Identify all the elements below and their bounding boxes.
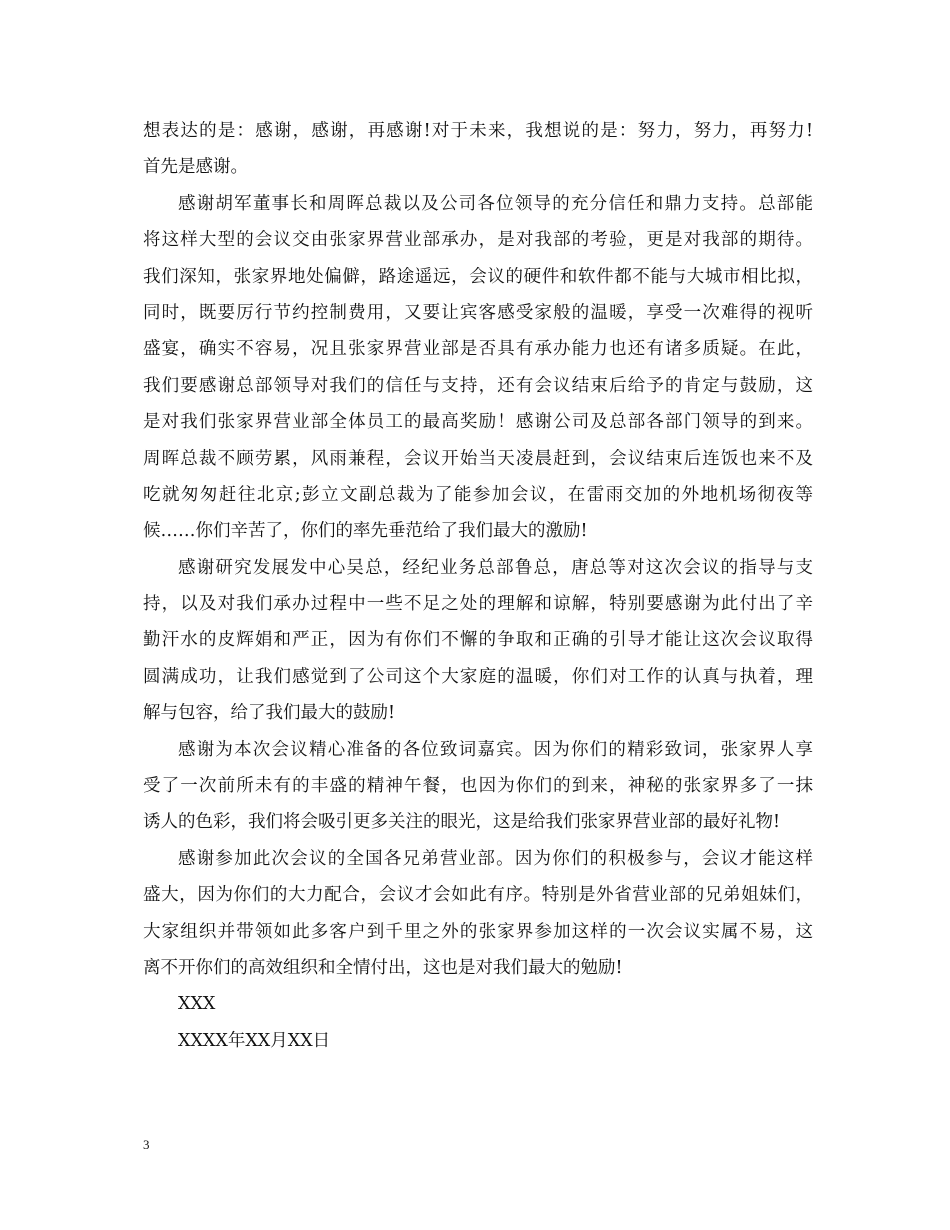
text-line: 吃就匆匆赶往北京;彭立文副总裁为了能参加会议，在雷雨交加的外地机场彻夜等 <box>143 484 813 505</box>
text-line: 盛大，因为你们的大力配合，会议才会如此有序。特别是外省营业部的兄弟姐妹们， <box>143 885 813 906</box>
paragraph-thanks-research-center <box>143 550 813 732</box>
text-line: 我们深知，张家界地处偏僻，路途遥远，会议的硬件和软件都不能与大城市相比拟， <box>143 266 813 287</box>
text-line: 受了一次前所未有的丰盛的精神午餐，也因为你们的到来，神秘的张家界多了一抹 <box>143 776 813 797</box>
paragraph-closing-intro <box>143 113 813 186</box>
text-line: 解与包容，给了我们最大的鼓励! <box>143 703 396 724</box>
text-line: 我们要感谢总部领导对我们的信任与支持，还有会议结束后给予的肯定与鼓励，这 <box>143 375 813 396</box>
text-line: 同时，既要厉行节约控制费用，又要让宾客感受家般的温暖，享受一次难得的视听 <box>143 302 813 323</box>
text-line: 感谢胡军董事长和周晖总裁以及公司各位领导的充分信任和鼎力支持。总部能 <box>178 193 813 214</box>
paragraph-thanks-leadership <box>143 186 813 550</box>
letter-body <box>143 113 813 1059</box>
paragraph-thanks-guests <box>143 732 813 841</box>
text-line: 想表达的是：感谢，感谢，再感谢!对于未来，我想说的是：努力，努力，再努力! <box>143 121 813 141</box>
text-line: 是对我们张家界营业部全体员工的最高奖励！感谢公司及总部各部门领导的到来。 <box>143 412 813 433</box>
paragraph-thanks-branches <box>143 841 813 987</box>
text-line: 大家组织并带领如此多客户到千里之外的张家界参加这样的一次会议实属不易，这 <box>143 921 813 942</box>
text-line: 离不开你们的高效组织和全情付出，这也是对我们最大的勉励! <box>143 957 623 978</box>
text-line: 盛宴，确实不容易，况且张家界营业部是否具有承办能力也还有诸多质疑。在此， <box>143 339 813 360</box>
text-line: 将这样大型的会议交由张家界营业部承办，是对我部的考验，更是对我部的期待。 <box>143 230 813 251</box>
text-line: 周晖总裁不顾劳累，风雨兼程，会议开始当天凌晨赶到，会议结束后连饭也来不及 <box>143 448 813 469</box>
text-line: 圆满成功，让我们感觉到了公司这个大家庭的温暖，你们对工作的认真与执着，理 <box>143 666 813 687</box>
signature-date: XXXX年XX月XX日 <box>178 1030 331 1051</box>
text-line: 感谢为本次会议精心准备的各位致词嘉宾。因为你们的精彩致词，张家界人享 <box>178 739 813 760</box>
text-line: 勤汗水的皮辉娟和严正，因为有你们不懈的争取和正确的引导才能让这次会议取得 <box>143 630 813 651</box>
text-line: 诱人的色彩，我们将会吸引更多关注的眼光，这是给我们张家界营业部的最好礼物! <box>143 812 781 833</box>
text-line: 首先是感谢。 <box>143 157 248 178</box>
page-number: 3 <box>143 1137 150 1152</box>
text-line: 感谢参加此次会议的全国各兄弟营业部。因为你们的积极参与，会议才能这样 <box>178 848 813 869</box>
text-line: 感谢研究发展发中心吴总，经纪业务总部鲁总，唐总等对这次会议的指导与支 <box>178 557 813 578</box>
text-line: 候……你们辛苦了，你们的率先垂范给了我们最大的激励! <box>143 521 588 542</box>
text-line: 持，以及对我们承办过程中一些不足之处的理解和谅解，特别要感谢为此付出了辛 <box>143 594 813 615</box>
signature-name: XXX <box>178 994 216 1015</box>
